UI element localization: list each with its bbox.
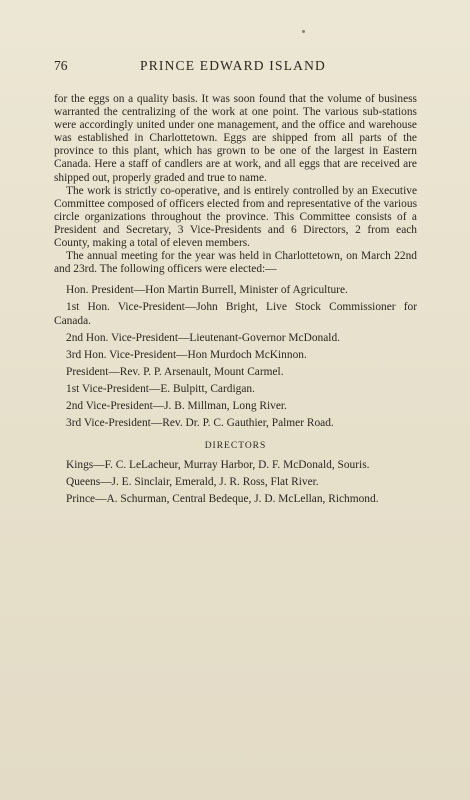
paragraph-committee: The work is strictly co-operative, and is entirely controlled by an Executive Committee composed of officers elected from and representative of the various circle organizations throughout the province. This Committee consists of a President and Secretary, 3 Vice-Presidents and 6 Directors, 2 from each County, making a total of eleven members. [54,184,417,250]
director-line: Prince—A. Schurman, Central Bedeque, J. D. McLellan, Richmond. [66,493,379,506]
directors-heading: DIRECTORS [204,441,267,452]
officer-line: 3rd Vice-President—Rev. Dr. P. C. Gauthier, Palmer Road. [66,417,334,430]
running-title: PRINCE EDWARD ISLAND [140,58,326,73]
page-number: 76 [54,58,68,73]
page-body [54,93,417,507]
officer-line: 1st Vice-President—E. Bulpitt, Cardigan. [66,382,255,395]
officer-line: President—Rev. P. P. Arsenault, Mount Carmel. [66,365,284,378]
officer-line: Hon. President—Hon Martin Burrell, Minister of Agriculture. [66,284,348,297]
director-line: Queens—J. E. Sinclair, Emerald, J. R. Ross, Flat River. [66,476,319,489]
officer-line: 1st Hon. Vice-President—John Bright, Live Stock Commissioner for Canada. [54,301,417,327]
officer-line: 3rd Hon. Vice-President—Hon Murdoch McKinnon. [66,348,307,361]
officer-line: 2nd Hon. Vice-President—Lieutenant-Governor McDonald. [66,331,340,344]
paragraph-continuation: for the eggs on a quality basis. It was soon found that the volume of business warranted the centralizing of the work at one point. The various sub-stations were accordingly united under one management, and the office and warehouse was established in Charlottetown. Eggs are shipped from all parts of the province to this plant, which has grown to be one of the largest in Eastern Canada. Here a staff of candlers are at work, and all eggs that are received are shipped out, properly graded and true to name. [54,93,417,184]
page-header [54,58,412,78]
paragraph-annual-meeting: The annual meeting for the year was held in Charlottetown, on March 22nd and 23rd. The following officers were elected:— [54,250,417,276]
director-line: Kings—F. C. LeLacheur, Murray Harbor, D. F. McDonald, Souris. [66,459,370,472]
officer-line: 2nd Vice-President—J. B. Millman, Long River. [66,399,287,412]
print-speck [302,30,305,33]
